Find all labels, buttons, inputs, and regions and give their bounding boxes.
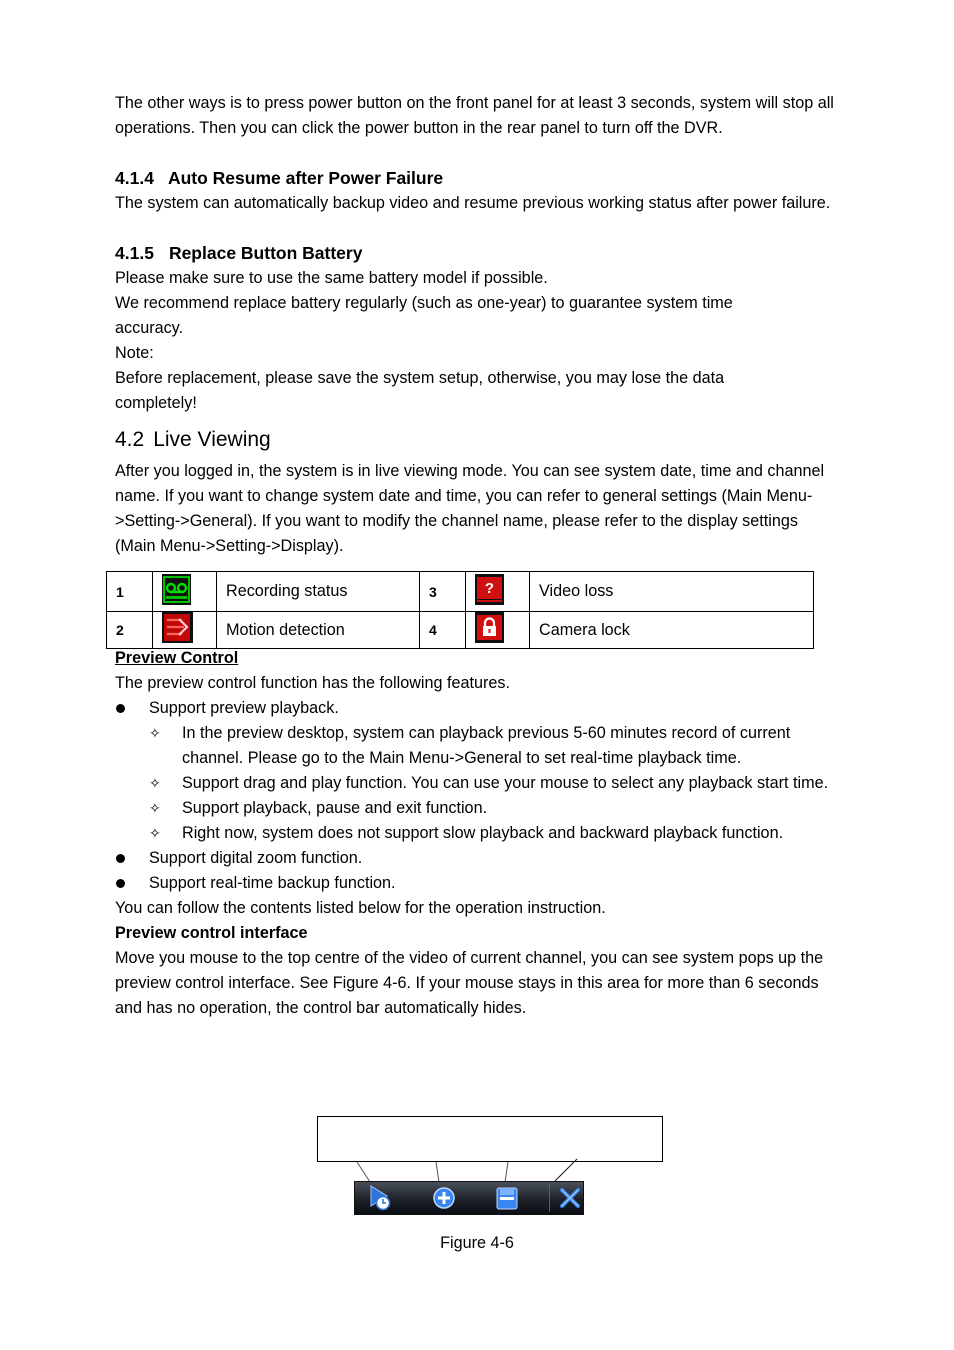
table-row	[107, 572, 814, 612]
intro-paragraph: The other ways is to press power button on the front panel for at least 3 seconds, system will stop all operations. Then you can click the power button in the rear panel to turn off the DVR.	[115, 94, 834, 137]
diamond-bullet-icon: ✧	[149, 775, 161, 791]
section-title: Replace Button Battery	[168, 243, 363, 263]
status-label: Camera lock	[530, 612, 814, 649]
list-item	[115, 771, 839, 796]
figure-caption: Figure 4-6	[440, 1234, 514, 1252]
section-4-1-4-body: The system can automatically backup video and resume previous working status after power failure.	[115, 194, 831, 212]
diamond-bullet-icon: ✧	[149, 825, 161, 841]
section-number: 4.2	[115, 428, 145, 451]
row-number: 1	[107, 572, 153, 612]
list-item	[115, 821, 839, 846]
feature-text: Support real-time backup function.	[149, 874, 396, 892]
battery-line-1: Please make sure to use the same battery model if possible.	[115, 269, 548, 287]
sub-feature-text: In the preview desktop, system can playback previous 5-60 minutes record of current channel. Please go to the Main Menu->General to set real-time playback time.	[182, 724, 791, 767]
follow-text: You can follow the contents listed below for the operation instruction.	[115, 899, 606, 917]
status-label: Recording status	[217, 572, 420, 612]
row-number: 4	[420, 612, 466, 649]
list-item	[115, 696, 839, 721]
preview-control-intro: The preview control function has the following features.	[115, 674, 511, 692]
section-title: Live Viewing	[153, 428, 271, 451]
battery-line-2: We recommend replace battery regularly (such as one-year) to guarantee system time accuracy.	[115, 294, 733, 337]
backup-icon[interactable]	[493, 1185, 521, 1218]
preview-interface-heading: Preview control interface	[115, 924, 308, 942]
preview-interface-body: Move you mouse to the top centre of the video of current channel, you can see system pops up the preview control interface. See Figure 4-6. If your mouse stays in this area for more than 6 seconds and has no operation, the control bar automatically hides.	[115, 949, 824, 1017]
sub-feature-text: Support drag and play function. You can use your mouse to select any playback start time.	[182, 774, 829, 792]
feature-list	[115, 846, 839, 896]
section-number: 4.1.5	[115, 243, 154, 263]
sub-feature-text: Right now, system does not support slow playback and backward playback function.	[182, 824, 784, 842]
battery-note-label: Note:	[115, 344, 154, 362]
figure-callout-box	[317, 1116, 663, 1162]
list-item	[115, 871, 839, 896]
document-page	[115, 91, 839, 1021]
video-loss-icon	[475, 579, 504, 609]
preview-control-bar	[354, 1181, 584, 1215]
svg-text:?: ?	[484, 579, 495, 597]
bar-divider	[549, 1184, 550, 1212]
section-title: Auto Resume after Power Failure	[167, 168, 444, 188]
status-label: Video loss	[530, 572, 814, 612]
sub-feature-text: Support playback, pause and exit function.	[182, 799, 488, 817]
list-item	[115, 721, 839, 771]
row-number: 2	[107, 612, 153, 649]
feature-list	[115, 696, 839, 721]
zoom-icon[interactable]	[430, 1185, 458, 1218]
section-4-2-heading	[115, 416, 839, 459]
sub-feature-list	[115, 721, 839, 846]
list-item	[115, 846, 839, 871]
playback-icon[interactable]	[367, 1184, 395, 1217]
battery-line-3: Before replacement, please save the system setup, otherwise, you may lose the data completely!	[115, 369, 725, 412]
feature-text: Support preview playback.	[149, 699, 339, 717]
diamond-bullet-icon: ✧	[149, 800, 161, 816]
close-icon[interactable]	[557, 1185, 583, 1216]
recording-status-icon	[162, 591, 191, 609]
motion-detection-icon	[162, 629, 193, 647]
section-number: 4.1.4	[115, 168, 154, 188]
status-icon-table	[106, 571, 814, 649]
row-number: 3	[420, 572, 466, 612]
section-4-1-4-heading	[115, 166, 839, 191]
list-item	[115, 796, 839, 821]
section-4-1-5-heading	[115, 241, 839, 266]
status-label: Motion detection	[217, 612, 420, 649]
camera-lock-icon	[475, 629, 504, 647]
table-row	[107, 612, 814, 649]
live-viewing-body: After you logged in, the system is in live viewing mode. You can see system date, time and channel name. If you want to change system date and time, you can refer to general settings (Main Menu->Setting->General). If you want to modify the channel name, please refer to the display settings (Main Menu->Setting->Display).	[115, 462, 825, 555]
preview-control-heading[interactable]: Preview Control	[115, 649, 239, 667]
diamond-bullet-icon: ✧	[149, 725, 161, 741]
feature-text: Support digital zoom function.	[149, 849, 363, 867]
